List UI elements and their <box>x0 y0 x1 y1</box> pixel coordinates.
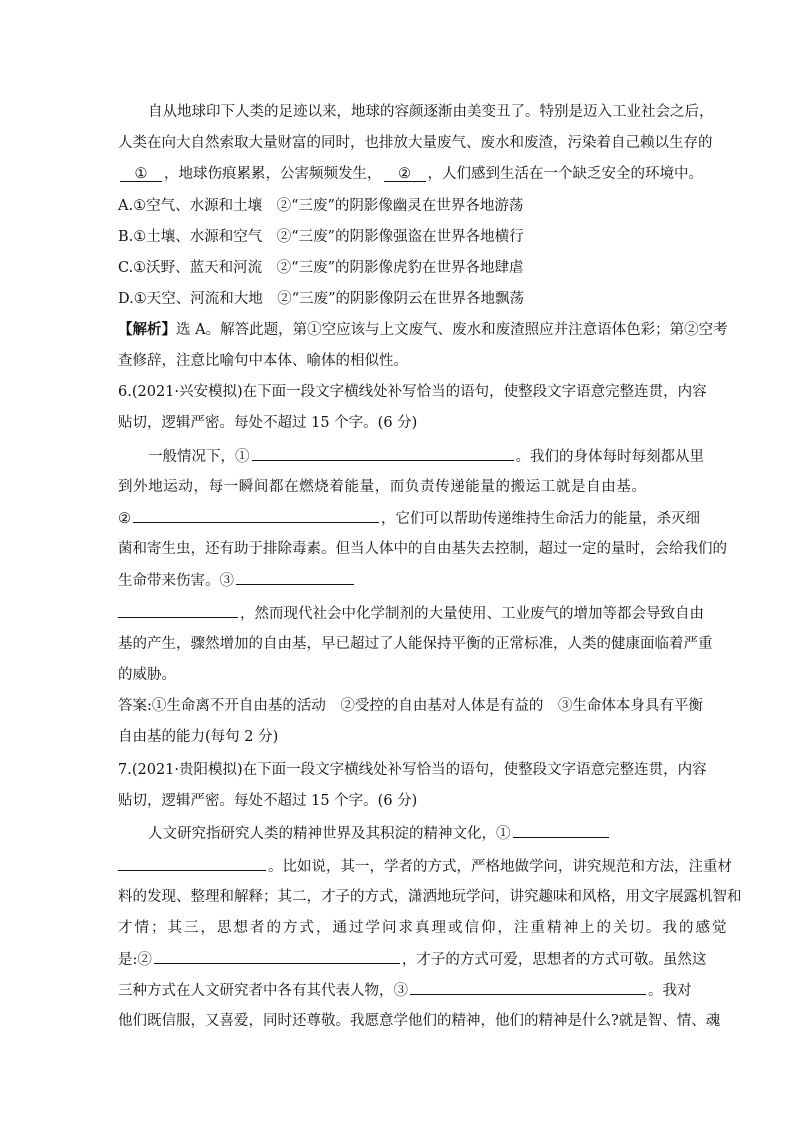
q7-para-1-a: 人文研究指研究人类的精神世界及其积淀的精神文化，① <box>148 826 511 842</box>
q6-blank-3b <box>118 603 238 618</box>
q6-para-1 <box>148 446 704 467</box>
q6-para-4: 菌和寄生虫，还有助于排除毒素。但当人体中的自由基失去控制，超过一定的量时，会给我们的 <box>118 541 727 557</box>
q6-stem-2: 贴切，逻辑严密。每处不超过 15 个字。(6 分) <box>118 415 418 431</box>
q6-para-5 <box>118 570 356 591</box>
q7-para-1 <box>148 823 611 844</box>
q7-blank-3 <box>410 980 646 995</box>
q6-para-3-b: ，它们可以帮助传递维持生命活力的能量，杀灭细 <box>381 511 700 527</box>
q7-para-2-text: 。比如说，其一，学者的方式，严格地做学问，讲究规范和方法，注重材 <box>268 859 732 875</box>
q6-blank-2 <box>133 508 379 523</box>
q6-blank-1 <box>252 446 514 461</box>
q6-para-2: 到外地运动，每一瞬间都在燃烧着能量，而负责传递能量的搬运工就是自由基。 <box>118 479 647 495</box>
q7-para-6-a: 三种方式在人文研究者中各有其代表人物，③ <box>118 983 408 999</box>
blank-2: ② <box>384 167 426 182</box>
q6-para-7: 基的产生，骤然增加的自由基，早已超过了人能保持平衡的正常标准，人类的健康面临着严重 <box>118 636 713 652</box>
blank-1: ① <box>120 167 162 182</box>
passage-line-3 <box>118 164 703 184</box>
option-a: A.①空气、水源和土壤 ②“三废”的阴影像幽灵在世界各地游荡 <box>118 198 524 214</box>
q7-blank-1b <box>118 856 266 871</box>
q7-blank-2 <box>154 949 400 964</box>
option-d: D.①天空、河流和大地 ②“三废”的阴影像阴云在世界各地飘荡 <box>118 291 525 307</box>
q7-stem-1: 7.(2021·贵阳模拟)在下面一段文字横线处补写恰当的语句，使整段文字语意完整连贯，内容 <box>118 762 707 778</box>
q7-blank-1a <box>513 823 609 838</box>
q7-stem-2: 贴切，逻辑严密。每处不超过 15 个字。(6 分) <box>118 793 418 809</box>
passage-line-2: 人类在向大自然索取大量财富的同时，也排放大量废气、废水和废渣，污染着自己赖以生存的 <box>118 135 713 151</box>
q7-para-5-a: 是:② <box>118 952 152 968</box>
q6-stem-1: 6.(2021·兴安模拟)在下面一段文字横线处补写恰当的语句，使整段文字语意完整连贯，内容 <box>118 384 707 400</box>
q7-para-6-b: 。我对 <box>648 983 692 999</box>
option-c: C.①沃野、蓝天和河流 ②“三废”的阴影像虎豹在世界各地肆虐 <box>118 260 524 276</box>
analysis-tag: 【解析】 <box>118 321 176 338</box>
q6-blank-3a <box>236 570 354 585</box>
analysis-line-2: 查修辞，注意比喻句中本体、喻体的相似性。 <box>118 353 408 369</box>
q7-para-3: 料的发现、整理和解释；其二，才子的方式，潇洒地玩学问，讲究趣味和风格，用文字展露机智和 <box>118 889 742 905</box>
passage-line-3-end: ，人们感到生活在一个缺乏安全的环境中。 <box>427 166 703 182</box>
q6-para-5-a: 生命带来伤害。③ <box>118 573 234 589</box>
option-b: B.①土壤、水源和空气 ②“三废”的阴影像强盗在世界各地横行 <box>118 229 524 245</box>
q7-para-5 <box>118 949 706 970</box>
q7-para-7: 他们既信服，又喜爱，同时还尊敬。我愿意学他们的精神，他们的精神是什么?就是智、情、魂 <box>118 1013 721 1029</box>
analysis-line-1 <box>118 320 728 340</box>
q7-para-5-b: ，才子的方式可爱，思想者的方式可敬。虽然这 <box>401 952 707 968</box>
passage-line-3-mid: ，地球伤痕累累，公害频频发生， <box>164 166 382 182</box>
q6-para-6-text: ，然而现代社会中化学制剂的大量使用、工业废气的增加等都会导致自由 <box>240 606 704 622</box>
q7-para-6 <box>118 980 692 1001</box>
passage-line-1: 自从地球印下人类的足迹以来，地球的容颜逐渐由美变丑了。特别是迈入工业社会之后， <box>148 104 714 120</box>
q6-answer-2: 自由基的能力(每句 2 分) <box>118 729 279 745</box>
q7-para-2 <box>118 856 732 877</box>
q6-para-8: 的威胁。 <box>118 667 176 683</box>
analysis-text-1: 选 A。解答此题，第①空应该与上文废气、废水和废渣照应并注意语体色彩；第②空考 <box>176 322 728 338</box>
q6-para-3-a: ② <box>118 511 131 527</box>
q6-answer-1: 答案:①生命离不开自由基的活动 ②受控的自由基对人体是有益的 ③生命体本身具有平衡 <box>118 698 703 714</box>
q6-para-1-b: 。我们的身体每时每刻都从里 <box>515 449 704 465</box>
q6-para-1-a: 一般情况下，① <box>148 449 250 465</box>
q6-para-6 <box>118 603 704 624</box>
q6-para-3 <box>118 508 700 529</box>
q7-para-4: 才情；其三，思想者的方式，通过学问求真理或信仰，注重精神上的关切。我的感觉 <box>118 920 729 936</box>
